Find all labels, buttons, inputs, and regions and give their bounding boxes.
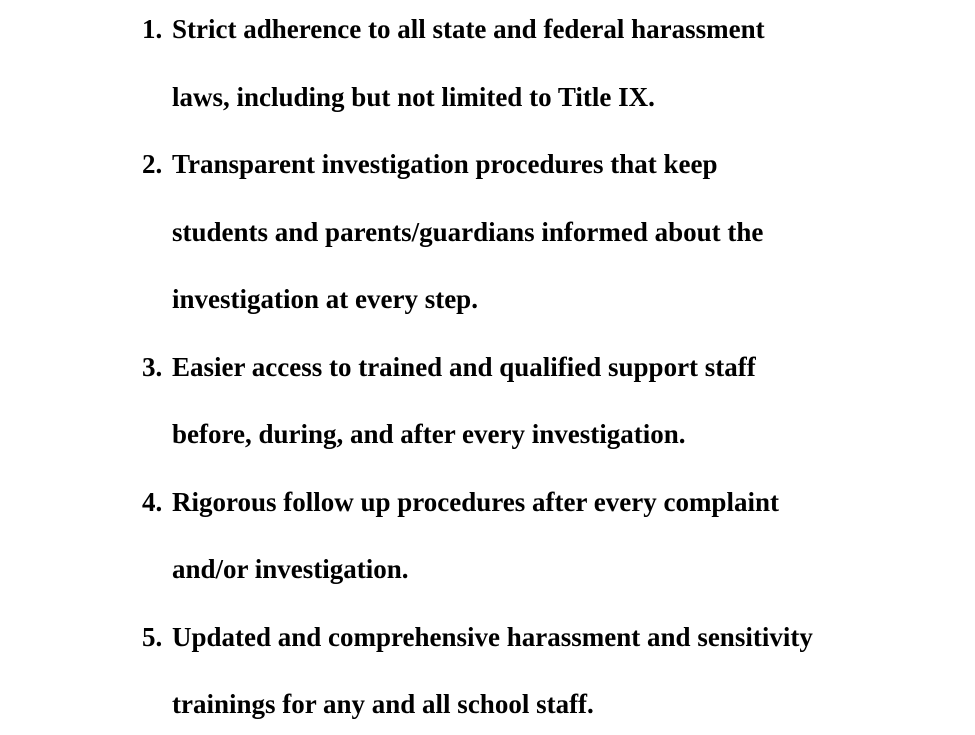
list-item xyxy=(142,604,962,735)
list-item xyxy=(142,469,962,604)
text-line: students and parents/guardians informed about the xyxy=(172,216,764,247)
list-item-number: 3. xyxy=(142,351,163,382)
list-item-text xyxy=(172,0,962,131)
list-item-number: 2. xyxy=(142,149,163,179)
text-line: Rigorous follow up procedures after every complaint xyxy=(172,486,779,517)
list-item-number: 4. xyxy=(142,486,163,517)
list-item xyxy=(142,334,962,469)
text-line: Easier access to trained and qualified support staff xyxy=(172,351,756,382)
text-line: before, during, and after every investigation. xyxy=(172,419,686,449)
list-item xyxy=(142,0,962,131)
text-line: Transparent investigation procedures that keep xyxy=(172,149,718,179)
list-item-text xyxy=(172,469,962,604)
text-line: Strict adherence to all state and federal harassment xyxy=(172,14,765,44)
list-item-number: 5. xyxy=(142,621,163,652)
text-line: trainings for any and all school staff. xyxy=(172,689,594,719)
list-item-text xyxy=(172,334,962,469)
text-line: laws, including but not limited to Title IX. xyxy=(172,81,655,112)
list-item xyxy=(142,131,962,334)
list-item-text xyxy=(172,604,962,735)
list-item-text xyxy=(172,131,962,334)
text-line: Updated and comprehensive harassment and sensitivity xyxy=(172,621,813,652)
numbered-list xyxy=(142,0,962,735)
text-line: investigation at every step. xyxy=(172,284,478,314)
list-item-number: 1. xyxy=(142,14,163,44)
text-line: and/or investigation. xyxy=(172,554,409,584)
